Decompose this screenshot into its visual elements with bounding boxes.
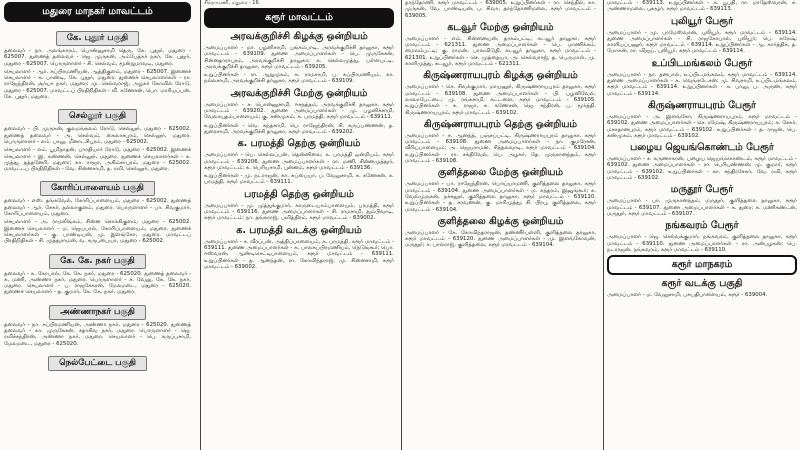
paragraph: தலைவர் - நா. சுப்பிரமணியன், அண்ணா நகர், மதுரை - 625020. துணைத் தலைவர் - கா. முருகேசன், சதாசிவ நகர், மதுரை. பொருளாளர் - ஜெ. ரவிச்சந்திரன், அண்ணா நகர், மதுரை. செயலாளர் - பெ. கருப்பசாமி, மேலமடை, மதுரை - 625020. [4,321,191,347]
section-heading: புலியூர் பேரூர் [670,15,734,27]
subheading-box [4,299,191,320]
section-heading: கிருஷ்ணராயபுரம் பேரூர் [648,99,756,111]
section-heading: நங்கவரம் பேரூர் [665,220,739,232]
paragraph: அமைப்பாளர் - கே. கோவிந்தராஜன், தண்ணீர்பள்ளி, குளித்தலை தாலுகா, கரூர் மாவட்டம் - 639120. துணை அமைப்பாளர்கள் - மு. இளங்கோவன், மருதூர்; ச. பால்ராஜ், குளித்தலை, கரூர் மாவட்டம் - 639104. [405,229,596,249]
paragraph: அமைப்பாளர் - ச. வீரப்பன், அத்திப்பாளையம், க. பரமத்தி, கரூர் மாவட்டம் - 639111. துணை அமைப்பாளர்கள் - க. பாலசுப்பிரமணியம், நெடுங்கூர்; பொ. ஈஸ்வரன், ஆண்டிசெட்டிபாளையம், கரூர் மாவட்டம் - 639111. உறுப்பினர்கள் - த. ஆனந்தன், ரா. கோவிந்தராஜ், மு. சின்னசாமி, கரூர் மாவட்டம் - 639002. [204,238,394,270]
paragraph: அமைப்பாளர் - அ. இளங்கோ, கிருஷ்ணராயபுரம், கரூர் மாவட்டம் - 639102. துணை அமைப்பாளர்கள் - செ. ரமேஷ், கிருஷ்ணராயபுரம்; க. சேகர், மகாதானபுரம், கரூர் மாவட்டம் - 639102. உறுப்பினர்கள் - த. ராஜன், பெ. சண்முகம், கரூர் மாவட்டம் - 639102. [607,113,797,139]
paragraph: செயலாளர் - அ. ராமலிங்கம், சின்ன சொக்கிகுளம், மதுரை - 625002. இணைச் செயலாளர் - ம. ஜெயபால், கோரிப்பாளையம், மதுரை. துணைச் செயலாளர்கள் - கு. பாண்டியன், மு. இளங்கோ, மதுரை. மாவட்டப் பிரதிநிதிகள் - சி. முத்துராமன், வ. கருப்பையா, மதுரை - 625002. [4,219,191,245]
section-heading: க. பரமத்தி தெற்கு ஒன்றியம் [237,138,361,150]
paragraph: அமைப்பாளர் - ச. கருணாகரன், பழைய ஜெயங்கொண்டம், கரூர் மாவட்டம் - 639102. துணை அமைப்பாளர்கள் - ரா. பெரியண்ணன்; மு. குமார், கரூர் மாவட்டம் - 639102. உறுப்பினர்கள் - கா. சந்திரசேகர், வே. ரவி, கரூர் மாவட்டம் - 639102. [607,156,797,182]
paragraph: உறுப்பினர்கள் - ரா. ஆறுமுகம், சு. ராமசாமி, ப. சுப்பிரமணியம், கா. நல்லசாமி, அரவக்குறிச்சி தாலுகா, கரூர் மாவட்டம் - 639109. [204,72,394,85]
section-heading: பரமத்தி தெற்கு ஒன்றியம் [244,188,354,200]
subheading: செல்லூர் பகுதி [58,109,137,124]
section-heading: கடவூர் மேற்கு ஒன்றியம் [447,21,554,33]
subheading: அண்ணாநகர் பகுதி [49,305,146,320]
paragraph: செயலாளர் - ஆர். சுப்பிரமணியன், ஆத்திகுளம், மதுரை - 625007. இணைச் செயலாளர் - க. பாண்டி, கே. புதூர், மதுரை. துணைச் செயலாளர்கள் - ரா. ராஜேந்திரன், சூர்யா நகர், மதுரை; மு. செல்வராஜ், அழகர் கோவில் ரோடு, மதுரை - 625007. மாவட்டப் பிரதிநிதிகள் - வீ. கணேசன், பொ. மாரியப்பன், கே. புதூர், மதுரை. [4,68,192,101]
section-heading: கரூர் வடக்கு பகுதி [661,278,743,290]
section-banner: கரூர் மாநகரம் [607,255,797,275]
column-3 [401,0,599,450]
column-2 [200,0,397,450]
column-4 [603,0,800,450]
section-heading: மருதூர் பேரூர் [670,184,734,196]
paragraph: உறுப்பினர்கள் - மு. நடராஜன், கா. சுப்பையா, ப. வேலுசாமி, சு. கணேசன், க. பரமத்தி, கரூர் மாவட்டம் - 639111. [204,173,394,186]
paragraph: அமைப்பாளர் - பா. ராஜேந்திரன், பொய்யாமணி, குளித்தலை தாலுகா, கரூர் மாவட்டம் - 639104. துணை அமைப்பாளர்கள் - ம. சுந்தரம், இனுங்கூர்; க. வேல்முருகன், நச்சலூர், குளித்தலை தாலுகா, கரூர் மாவட்டம் - 639110. உறுப்பினர்கள் - த. சரவணன், கு. மாரிமுத்து, சி. பிரபு, குளித்தலை, கரூர் மாவட்டம் - 639104. [405,181,596,213]
subheading: கே. கே. நகர் பகுதி [49,254,145,269]
paragraph: செயலாளர் - எம். பூமிநாதன், பாரதியார் ரோடு, மதுரை - 625002. இணைச் செயலாளர் - இ. கண்ணன், செல்லூர், மதுரை. துணைச் செயலாளர்கள் - சு. முத்து, தத்தனேரி, மதுரை; கா. ராஜா, அகிம்சாபுரம், மதுரை - 625002. மாவட்டப் பிரதிநிதிகள் - வே. சின்னசாமி, த. ரவி, செல்லூர், மதுரை. [4,147,191,173]
paragraph: தலைவர் - எஸ். தங்கவேல், கோரிப்பாளையம், மதுரை - 625002. துணைத் தலைவர் - ஆர். சேகர், தல்லாகுளம், மதுரை. பொருளாளர் - பா. சிவகுமார், கோரிப்பாளையம், மதுரை. [4,198,191,218]
paragraph: அமைப்பாளர் - நா. தனபால், உப்பிடமங்கலம், கரூர் மாவட்டம் - 639114. துணை அமைப்பாளர்கள் - க. வெங்கடேசன்; மு. சிவசாமி, உப்பிடமங்கலம், கரூர் மாவட்டம் - 639114. உறுப்பினர்கள் - சு. பாலு, ப. அருண், கரூர் மாவட்டம் - 639114. [607,71,797,97]
paragraph: அமைப்பாளர் - மு. முத்துக்குமார், காருடையாம்பாளையம், பரமத்தி, கரூர் மாவட்டம் - 639116. துணை அமைப்பாளர்கள் - சி. ராமசாமி, தும்பிவாடி, கரூர் மாவட்டம்; நா. தங்கராஜ், பவித்திரம், கரூர் மாவட்டம் - 639002. [204,202,394,222]
subheading: நெல்பேட்டை பகுதி [48,356,147,371]
section-heading: உப்பிடமங்கலம் பேரூர் [651,57,753,69]
paragraph: அமைப்பாளர் - ம. வேலுசாமி, பசுபதிபாளையம், கரூர் - 639004. [607,292,768,299]
paragraph: அமைப்பாளர் - செ. சிவக்குமார், மாயனூர், கிருஷ்ணராயபுரம் தாலுகா, கரூர் மாவட்டம் - 639108. துணை அமைப்பாளர்கள் - பி. பழனிவேல், லாலாபேட்டை; மு. ரங்கசாமி, கட்டளை, கரூர் மாவட்டம் - 639105. உறுப்பினர்கள் - சு. ராஜா, க. கணேசன், ஜெ. சந்திரன், ப. மூர்த்தி, கிருஷ்ணராயபுரம், கரூர் மாவட்டம் - 639102. [405,84,596,116]
section-heading: குளித்தலை கிழக்கு ஒன்றியம் [437,215,564,227]
section-banner: மதுரை மாநகர் மாவட்டம் [4,2,191,22]
paragraph: தலைவர் - க. கோபால், கே. கே. நகர், மதுரை - 625020. துணைத் தலைவர் - சு. மணி, அண்ணா நகர், மதுரை. பொருளாளர் - ச. வேலு, கே. கே. நகர், மதுரை. செயலாளர் - ப. ராஜசேகரன், மேலமடை, மதுரை - 625020. துணைச் செயலாளர் - த. குமார், கே. கே. நகர், மதுரை. [4,270,191,296]
paragraph: மாவட்டம் - 639113. உறுப்பினர்கள் - க. பூபதி, ரா. மாதேஸ்வரன், சு. அண்ணாமலை, புகழூர், கரூர் மாவட்டம் - 639113. [607,0,797,13]
paragraph: அமைப்பாளர் - பெ. செல்லப்பன், தென்னிலை, க. பரமத்தி ஒன்றியம், கரூர் மாவட்டம் - 639206. துணை அமைப்பாளர்கள் - ரா. மணி, சின்னமுத்தூர், கரூர் மாவட்டம்; க. பெரியசாமி, புன்னம், கரூர் மாவட்டம் - 639136. [204,152,394,171]
paragraph: அமைப்பாளர் - எம். சின்னையன், தரகம்பட்டி, கடவூர் தாலுகா, கரூர் மாவட்டம் - 621311. துணை அமைப்பாளர்கள் - பெ. மாணிக்கம், மைலம்பட்டி; கு. ராமன், பாலவிடுதி, கடவூர் தாலுகா, கரூர் மாவட்டம் - 621301. உறுப்பினர்கள் - செ. முத்தையா, அ. செல்வராஜ், த. பெருமாள், மு. காளிமுத்து, கடவூர், கரூர் மாவட்டம் - 621311. [405,35,596,68]
paragraph: தலைவர் - பி. முருகன், குலமங்கலம் ரோடு, செல்லூர், மதுரை - 625002. துணைத் தலைவர் - அ. செல்வம், கைலாசபுரம், செல்லூர், மதுரை. பொருளாளர் - எம். பாலு, மீனாட்சிபுரம், மதுரை - 625002. [4,126,191,145]
paragraph: அமைப்பாளர் - மா. பழனிசாமி, புங்கம்பாடி, அரவக்குறிச்சி தாலுகா, கரூர் மாவட்டம் - 639109. துணை அமைப்பாளர்கள் - பெ. முருகேசன், சின்னதாராபுரம், அரவக்குறிச்சி தாலுகா; க. செல்லமுத்து, பள்ளபட்டி, அரவக்குறிச்சி தாலுகா, கரூர் மாவட்டம் - 639205. [204,45,394,70]
paragraph: தாந்தோணி, கரூர் மாவட்டம் - 639005. உறுப்பினர்கள் - ரா. செந்தில், கா. முருகன், வே. பாண்டியன், ப. சிவா, தாந்தோணிமலை, கரூர் மாவட்டம் - 639005. [405,0,596,19]
subheading-box [4,248,191,269]
column-1 [0,0,195,450]
section-heading: அரவக்குறிச்சி மேற்கு ஒன்றியம் [230,87,368,99]
paragraph: அமைப்பாளர் - பா. முருகானந்தம், மருதூர், குளித்தலை தாலுகா, கரூர் மாவட்டம் - 639107. துணை அமைப்பாளர்கள் - க. துரை; சு. மணிகண்டன், மருதூர், கரூர் மாவட்டம் - 639107. [607,198,797,217]
subheading-box [4,350,191,371]
paragraph: தலைவர் - நா. அலங்காரம், பொன்னுசாமி தெரு, கே. புதூர், மதுரை - 625007. துணைத் தலைவர் - ஜெ. முருகன், அம்பேத்கர் நகர், கே. புதூர், மதுரை - 625007. பொருளாளர் - சி. செல்வம், மூன்றுமாவடி, மதுரை. [4,48,191,67]
section-heading: கிருஷ்ணராயபுரம் தெற்கு ஒன்றியம் [423,118,578,130]
subheading-box [4,25,191,46]
paragraph: அமைப்பாளர் - ஜெ. செல்வக்குமார், நங்கவரம், குளித்தலை தாலுகா, கரூர் மாவட்டம் - 639110. துணை அமைப்பாளர்கள் - ரா. அன்பழகன்; பெ. நடராஜன், நங்கவரம், கரூர் மாவட்டம் - 639110. [607,234,797,253]
subheading-box [4,175,191,196]
paragraph: அமைப்பாளர் - மு. பரமேஸ்வரன், புலியூர், கரூர் மாவட்டம் - 639114. துணை அமைப்பாளர்கள் - சி. ராஜகோபால், புலியூர்; பெ. சுரேஷ், காளியப்பனூர், கரூர் மாவட்டம் - 639114. உறுப்பினர்கள் - ஆ. கார்த்திக், த. மோகன், ரா. விஜய், புலியூர், கரூர் மாவட்டம் - 639114. [607,29,797,55]
subheading-box [4,103,191,124]
paragraph: அமைப்பாளர் - ச. பொன்னுசாமி, ஈசநத்தம், அரவக்குறிச்சி தாலுகா, கரூர் மாவட்டம் - 639202. துணை அமைப்பாளர்கள் - மு. பழனிச்சாமி, வேலாயுதம்பாளையம்; கு. சண்முகம், க. பரமத்தி, கரூர் மாவட்டம் - 639111. [204,101,394,121]
section-heading: அரவக்குறிச்சி கிழக்கு ஒன்றியம் [230,31,368,42]
subheading: கே. புதூர் பகுதி [56,31,139,46]
section-heading: க. பரமத்தி வடக்கு ஒன்றியம் [236,224,362,236]
section-heading: பழைய ஜெயங்கொண்டம் பேரூர் [630,142,774,154]
subheading: கோரிப்பாளையம் பகுதி [40,181,155,196]
paragraph: உறுப்பினர்கள் - வெ. கந்தசாமி, பெ. ராஜேந்திரன், சி. கருப்பண்ணன், த. துரைசாமி, அரவக்குறிச்சி தாலுகா, கரூர் மாவட்டம் - 639202. [204,122,394,135]
continued-text: சிந்தாமணி, மதுரை - 16. [204,0,261,6]
paragraph: அமைப்பாளர் - ச. ஆனந்த், பஞ்சப்பட்டி, கிருஷ்ணராயபுரம் தாலுகா, கரூர் மாவட்டம் - 639108. துணை அமைப்பாளர்கள் - நா. குமரேசன், வீரியபாளையம்; அ. ஜெயராமன், சிந்தலவாடி, கரூர் மாவட்டம் - 639104. உறுப்பினர்கள் - ரா. சக்திவேல், பெ. அழகர், தே. முருகானந்தம், கரூர் மாவட்டம் - 639108. [405,132,596,165]
section-heading: கிருஷ்ணராயபுரம் கிழக்கு ஒன்றியம் [423,70,578,82]
section-banner: கரூர் மாவட்டம் [204,8,394,28]
section-heading: குளித்தலை மேற்கு ஒன்றியம் [437,167,564,179]
